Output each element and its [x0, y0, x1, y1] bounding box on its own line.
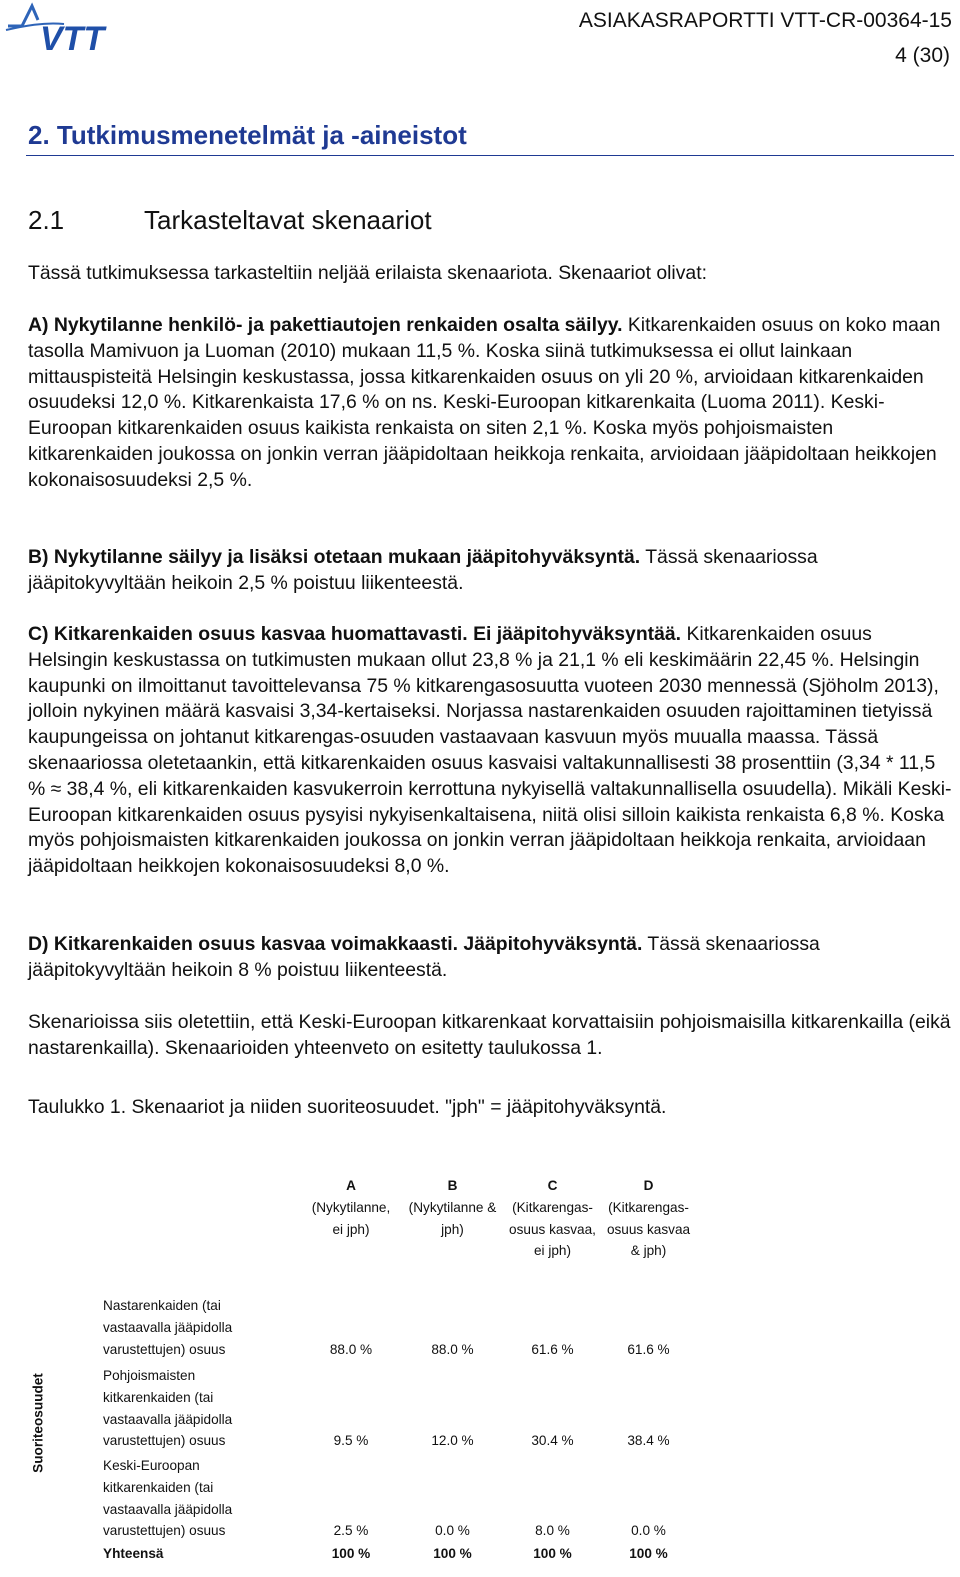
side-label-text: Suoriteosuudet [30, 1373, 46, 1473]
closing-paragraph: Skenarioissa siis oletettiin, että Keski-Euroopan kitkarenkaat korvattaisiin pohjoismaisilla kitkarenkailla (eikä nastarenkailla). Skenaarioiden yhteenveto on esitetty taulukossa 1. [28, 1011, 951, 1059]
table-border-right [695, 1171, 697, 1565]
subsection-heading [28, 205, 432, 236]
row-label-2: Pohjoismaisten kitkarenkaiden (tai vastaavalla jääpidolla varustettujen) osuus [103, 1368, 233, 1449]
cell-2-b: 12.0 % [431, 1433, 474, 1448]
col-desc-a: (Nykytilanne, ei jph) [311, 1199, 391, 1237]
col-desc-d: (Kitkarengas-osuus kasvaa & jph) [606, 1199, 691, 1259]
label-col-rule [98, 1282, 99, 1565]
scenario-b-lead: B) Nykytilanne säilyy ja lisäksi otetaan mukaan jääpitohyväksyntä. [28, 546, 641, 568]
scenario-d-lead: D) Kitkarenkaiden osuus kasvaa voimakkaasti. Jääpitohyväksyntä. [28, 933, 643, 955]
table-caption: Taulukko 1. Skenaariot ja niiden suoriteosuudet. "jph" = jääpitohyväksyntä. [28, 1096, 667, 1118]
scenario-b-text: Tässä skenaariossa jääpitokyvyltään heikoin 2,5 % poistuu liikenteestä. [28, 546, 818, 594]
row-rule-1 [98, 1362, 696, 1363]
scenario-c-text: Kitkarenkaiden osuus Helsingin keskustassa on tutkimusten mukaan ollut 23,8 % ja 21,1 % eli keskimäärin 22,45 %. Helsingin kaupunki on ilmoittanut tavoittelevansa 75 % kitkarengasosuutta vuoteen 2030 mennessä (Sjöholm 2013), jolloin nykyinen määrä kasvaisi 3,34-kertaiseksi. Norjassa nastarenkaiden osuuden rajoittaminen tietyissä kaupungeissa on johtanut kitkarengas-osuuden vastaavaan kasvuun myös muualla maassa. Tässä skenaariossa oletetaankin, että kitkarenkaiden osuus kasvaisi valtakunnallisesti 38 prosenttiin (3,34 * 11,5 % ≈ 38,4 %, eli kitkarenkaiden kasvukerroin kerrottuna nykyisellä valtakunnallisella osuudella). Mikäli Keski-Euroopan kitkarenkaiden osuus pysyisi nykyisenkaltaisena, niitä olisi silloin kaikista renkaista 6,8 %. Koska myös pohjoismaisten kitkarenkaiden joukossa on jonkin verran jääpidoltaan heikkoja renkaita, arvioidaan jääpidoltaan heikkojen kokonaisosuudeksi 8,0 %. [28, 623, 952, 878]
side-label [27, 1368, 49, 1478]
scenario-a-lead: A) Nykytilanne henkilö- ja pakettiautojen renkaiden osalta säilyy. [28, 314, 623, 336]
section-heading: 2. Tutkimusmenetelmät ja -aineistot [28, 120, 467, 150]
cell-1-a: 88.0 % [329, 1342, 373, 1357]
scenario-c-lead: C) Kitkarenkaiden osuus kasvaa huomattavasti. Ei jääpitohyväksyntää. [28, 623, 682, 645]
subsection-title: Tarkasteltavat skenaariot [144, 205, 432, 235]
cell-3-c: 8.0 % [535, 1523, 570, 1538]
scenario-a-text: Kitkarenkaiden osuus on koko maan tasolla Mamivuon ja Luoman (2010) mukaan 11,5 %. Koska siinä tutkimuksessa ei ollut lainkaan mittauspisteitä Helsingin keskustassa, jossa kitkarenkaiden osuus on yli 20 %, arvioidaan kitkarenkaiden osuudeksi 12,0 %. Kitkarenkaista 17,6 % on ns. Keski-Euroopan kitkarenkaita (Luoma 2011). Keski-Euroopan kitkarenkaiden osuus kaikista renkaista on siten 2,1 %. Koska myös pohjoismaisten kitkarenkaiden joukossa on jonkin verran jääpidoltaan heikkoja renkaita, arvioidaan jääpidoltaan heikkojen kokonaisosuudeksi 2,5 %. [28, 314, 941, 491]
page-number: 4 (30) [895, 44, 950, 67]
subsection-number: 2.1 [28, 205, 65, 235]
scenario-d-paragraph [28, 932, 952, 984]
row-rule-2 [98, 1453, 696, 1454]
cell-2-c: 30.4 % [531, 1433, 574, 1448]
cell-total-b: 100 % [433, 1546, 472, 1561]
header-rule [27, 1282, 696, 1283]
scenario-c-paragraph [28, 622, 952, 880]
col-header-a [301, 1175, 401, 1240]
col-header-c [504, 1175, 601, 1262]
row-label-3: Keski-Euroopan kitkarenkaiden (tai vastaavalla jääpidolla varustettujen) osuus [103, 1458, 233, 1539]
col-desc-b: (Nykytilanne & jph) [408, 1199, 497, 1237]
col-letter-c: C [547, 1178, 558, 1193]
vtt-logo [4, 0, 160, 58]
col-letter-d: D [643, 1178, 654, 1193]
cell-total-a: 100 % [331, 1546, 371, 1561]
row-label-1: Nastarenkaiden (tai vastaavalla jääpidolla varustettujen) osuus [103, 1298, 233, 1357]
cell-total-d: 100 % [629, 1546, 668, 1561]
intro-paragraph: Tässä tutkimuksessa tarkasteltiin neljää erilaista skenaariota. Skenaariot olivat: [28, 262, 707, 284]
cell-2-a: 9.5 % [333, 1433, 369, 1448]
logo-text: VTT [40, 20, 105, 58]
cell-3-d: 0.0 % [631, 1523, 666, 1538]
cell-3-a: 2.5 % [333, 1523, 369, 1538]
cell-1-c: 61.6 % [531, 1342, 574, 1357]
col-letter-b: B [447, 1178, 458, 1193]
table-border-top [27, 1171, 696, 1173]
report-id: ASIAKASRAPORTTI VTT-CR-00364-15 [578, 9, 952, 32]
cell-2-d: 38.4 % [627, 1433, 670, 1448]
scenario-d-text: Tässä skenaariossa jääpitokyvyltään heikoin 8 % poistuu liikenteestä. [28, 933, 820, 981]
scenario-a-paragraph [28, 313, 952, 494]
cell-3-b: 0.0 % [435, 1523, 470, 1538]
col-letter-a: A [346, 1178, 356, 1193]
col-header-b [402, 1175, 503, 1240]
col-desc-c: (Kitkarengas-osuus kasvaa, ei jph) [509, 1199, 596, 1259]
cell-1-b: 88.0 % [431, 1342, 474, 1357]
col-header-d [602, 1175, 695, 1262]
cell-1-d: 61.6 % [627, 1342, 670, 1357]
heading-rule [26, 155, 954, 156]
row-label-total: Yhteensä [103, 1546, 164, 1561]
scenario-b-paragraph [28, 545, 952, 597]
cell-total-c: 100 % [533, 1546, 572, 1561]
